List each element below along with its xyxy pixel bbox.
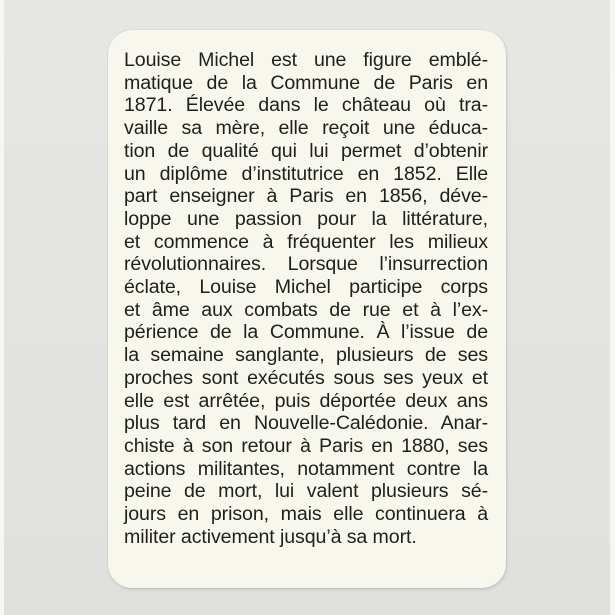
card-text-line: éclate, Louise Michel participe corps xyxy=(124,276,488,299)
card-text-line: plus tard en Nouvelle-Calédonie. Anar- xyxy=(124,412,488,435)
right-border xyxy=(610,0,615,615)
card-text-line: proches sont exécutés sous ses yeux et xyxy=(124,366,488,389)
left-border xyxy=(0,0,4,615)
card-paragraph xyxy=(124,49,488,548)
card-text-line: actions militantes, notamment contre la xyxy=(124,457,488,480)
card-text-line: peine de mort, lui valent plusieurs sé- xyxy=(124,480,488,503)
card-text-line: elle est arrêtée, puis déportée deux ans xyxy=(124,389,488,412)
card-text-line: loppe une passion pour la littérature, xyxy=(124,207,488,230)
card-text-line: jours en prison, mais elle continuera à xyxy=(124,503,488,526)
card-text-line: et commence à fréquenter les milieux xyxy=(124,230,488,253)
card-text-line: vaille sa mère, elle reçoit une éduca- xyxy=(124,117,488,140)
card-text-line: chiste à son retour à Paris en 1880, ses xyxy=(124,434,488,457)
card-text-line: la semaine sanglante, plusieurs de ses xyxy=(124,344,488,367)
card-text-line: 1871. Élevée dans le château où tra- xyxy=(124,94,488,117)
card-text-line: périence de la Commune. À l’issue de xyxy=(124,321,488,344)
text-card xyxy=(108,30,506,588)
card-text-line: militer activement jusqu’à sa mort. xyxy=(124,525,417,548)
card-text-line: un diplôme d’institutrice en 1852. Elle xyxy=(124,162,488,185)
card-text-line: matique de la Commune de Paris en xyxy=(124,71,488,94)
card-text-line: révolutionnaires. Lorsque l’insurrection xyxy=(124,253,488,276)
card-text-line: Louise Michel est une figure emblé- xyxy=(124,49,488,71)
card-text-line: et âme aux combats de rue et à l’ex- xyxy=(124,298,488,321)
card-text-line: part enseigner à Paris en 1856, déve- xyxy=(124,185,488,208)
card-text-line: tion de qualité qui lui permet d’obtenir xyxy=(124,139,488,162)
